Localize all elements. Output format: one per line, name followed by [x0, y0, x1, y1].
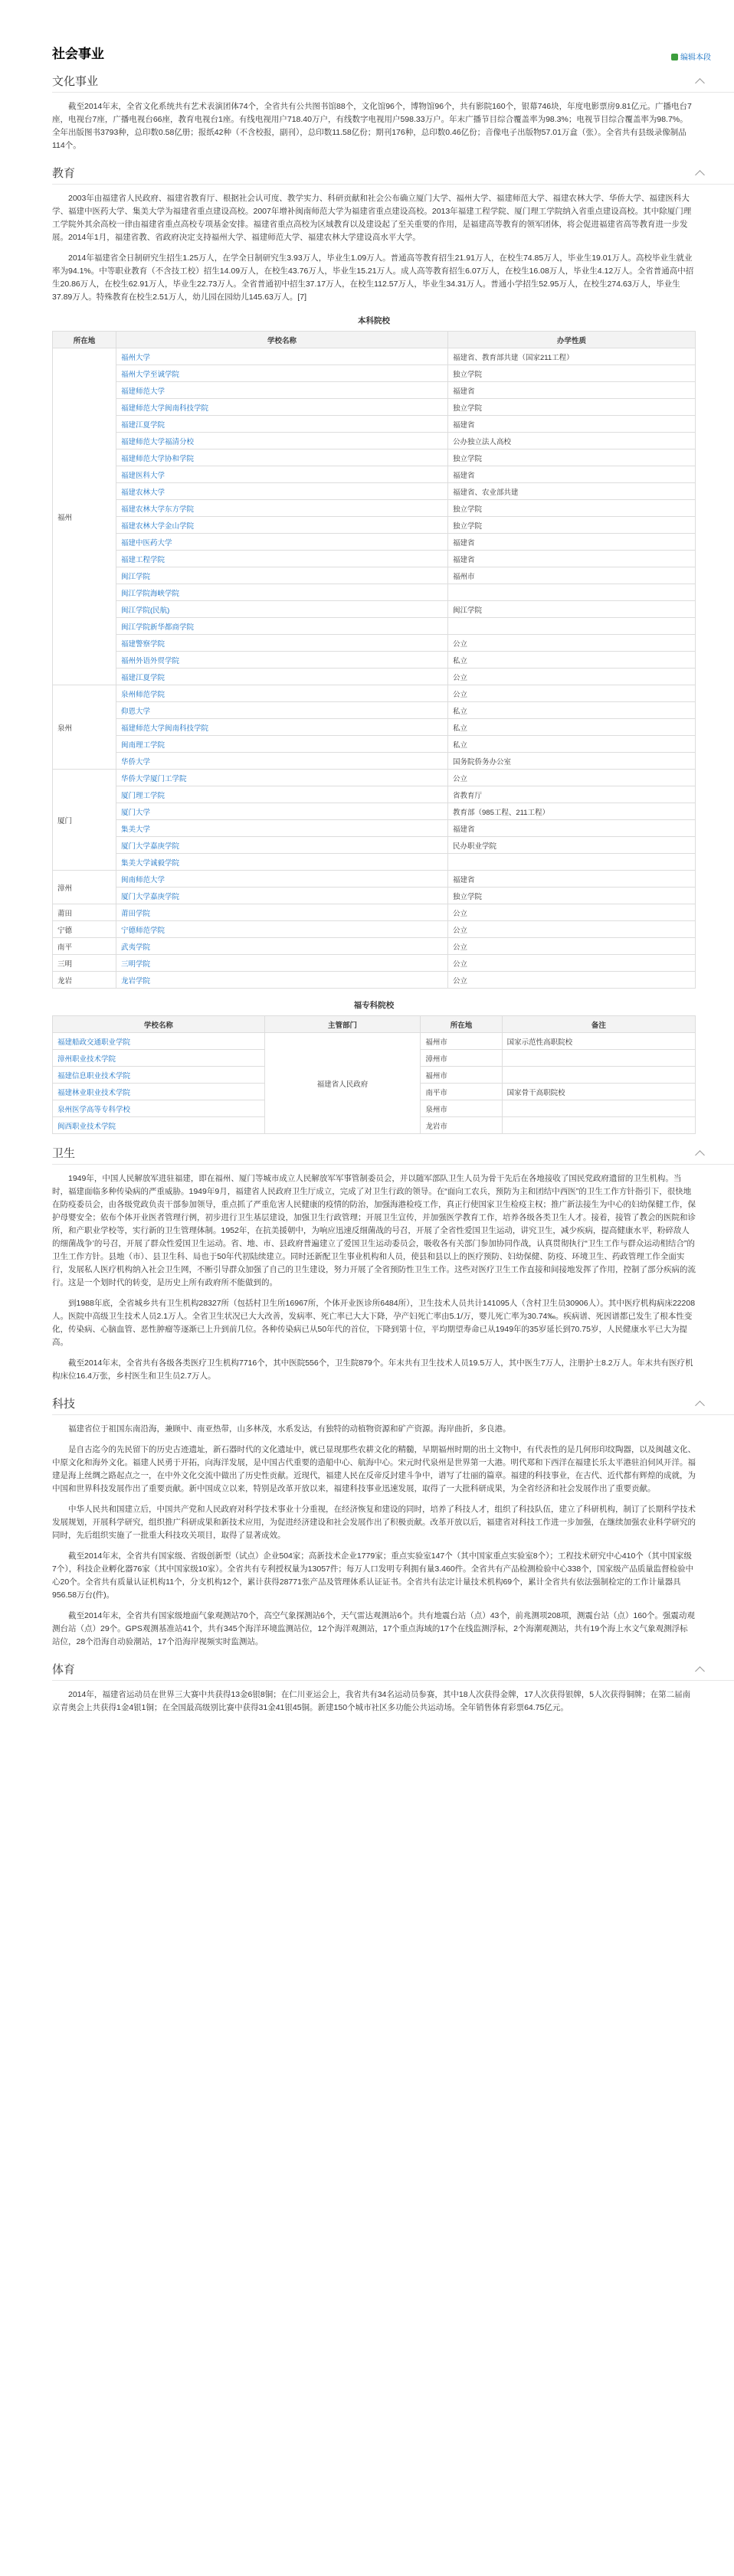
table-row: [53, 365, 696, 382]
nature-cell: 福建省、教育部共建（国家211工程）: [448, 348, 696, 365]
school-link[interactable]: 闽南理工学院: [121, 740, 165, 750]
table-row: [53, 837, 696, 854]
nature-cell: 独立学院: [448, 517, 696, 534]
city-cell: 龙岩: [53, 972, 116, 989]
undergrad-table: [52, 331, 696, 989]
table-row: [53, 449, 696, 466]
school-cell: [53, 1100, 265, 1117]
school-cell: [116, 348, 448, 365]
city-cell: 莆田: [53, 904, 116, 921]
table-row: [53, 534, 696, 551]
table-row: [53, 433, 696, 449]
school-link[interactable]: 福州大学至诚学院: [121, 370, 180, 379]
column-header: 学校名称: [53, 1016, 265, 1033]
school-cell: [116, 770, 448, 786]
nature-cell: 国务院侨务办公室: [448, 753, 696, 770]
nature-cell: 公立: [448, 904, 696, 921]
school-cell: [116, 837, 448, 854]
school-link[interactable]: 福建师范大学福清分校: [121, 437, 195, 446]
table-row: [53, 1033, 696, 1050]
education-paragraph: 2014年福建省全日制研究生招生1.25万人，在学全日制研究生3.93万人，毕业生1.09万人。普通高等教育招生21.91万人，在校生74.85万人，毕业生19.01万人。高校毕业生就业率为94.1%。中等职业教育（不含技工校）招生14.09万人，在校生43.76万人，毕业生15.21万人。成人高等教育招生6.07万人，在校生16.08万人，毕业生4.12万人。全省普通高中招生20.86万人，在校生62.91万人，毕业生22.73万人。全省普通初中招生37.17万人，在校生112.57万人，毕业生34.31万人。普通小学招生52.95万人，在校生274.63万人，毕业生37.89万人。特殊教育在校生2.51万人，幼儿园在园幼儿145.63万人。[7]: [52, 253, 694, 302]
table-row: [53, 753, 696, 770]
column-header: 备注: [502, 1016, 695, 1033]
section-header-science[interactable]: [52, 1391, 734, 1415]
school-cell: [116, 466, 448, 483]
table-row: [53, 820, 696, 837]
table-row: [53, 517, 696, 534]
undergrad-caption: 本科院校: [358, 316, 390, 325]
school-cell: [116, 938, 448, 955]
chevron-up-icon[interactable]: [695, 1666, 705, 1676]
school-link[interactable]: 福建船政交通职业学院: [57, 1038, 131, 1047]
school-link[interactable]: 三明学院: [121, 959, 151, 969]
nature-cell: 闽江学院: [448, 601, 696, 618]
nature-cell: 独立学院: [448, 365, 696, 382]
table-row: [53, 770, 696, 786]
school-cell: [116, 955, 448, 972]
school-cell: [116, 736, 448, 753]
nature-cell: 独立学院: [448, 888, 696, 904]
table-row: [53, 888, 696, 904]
school-cell: [116, 652, 448, 669]
school-link[interactable]: 闽江学院(民航): [121, 606, 170, 615]
table-row: [53, 500, 696, 517]
column-header: 主管部门: [264, 1016, 421, 1033]
science-paragraph: 福建省位于祖国东南沿海，兼顾中、南亚热带，山多林茂，水系发达，有独特的动植物资源和矿产资源。海岸曲折，多良港。: [68, 1424, 511, 1433]
nature-cell: 省教育厅: [448, 786, 696, 803]
school-link[interactable]: 闽江学院海峡学院: [121, 589, 180, 598]
table-row: [53, 803, 696, 820]
city-cell: 南平: [53, 938, 116, 955]
school-cell: [116, 601, 448, 618]
school-link[interactable]: 华侨大学: [121, 757, 151, 767]
table-row: [53, 618, 696, 635]
school-link[interactable]: 福建江夏学院: [121, 420, 165, 430]
school-link[interactable]: 厦门理工学院: [121, 791, 165, 800]
school-cell: [116, 534, 448, 551]
section-title-sports: 体育: [52, 1663, 76, 1676]
school-cell: [116, 399, 448, 416]
school-link[interactable]: 福建农林大学东方学院: [121, 505, 195, 514]
nature-cell: 独立学院: [448, 449, 696, 466]
school-cell: [116, 685, 448, 702]
city-cell: 厦门: [53, 770, 116, 871]
table-row: [53, 399, 696, 416]
section-header-sports[interactable]: [52, 1656, 734, 1681]
nature-cell: [448, 854, 696, 871]
table-row: [53, 871, 696, 888]
school-cell: [116, 517, 448, 534]
school-link[interactable]: 宁德师范学院: [121, 926, 165, 935]
nature-cell: 独立学院: [448, 500, 696, 517]
school-cell: [116, 904, 448, 921]
note-cell: [502, 1067, 695, 1084]
school-cell: [116, 753, 448, 770]
page-header: [52, 0, 734, 62]
school-cell: [116, 669, 448, 685]
school-cell: [116, 433, 448, 449]
table-row: [53, 938, 696, 955]
health-paragraph: 到1988年底，全省城乡共有卫生机构28327所（包括村卫生所16967所，个体开业医诊所6484所），卫生技术人员共计141095人（含村卫生员30906人）。其中医疗机构病床22208人。医院中高级卫生技术人员2.1万人。全省卫生状况已大大改善，发病率、死亡率已大大下降，孕产妇死亡率由5.1/万，婴儿死亡率为30.74‰。疾病谱、死因谱都已发生了根本性变化，传染病、心脑血管、恶性肿瘤等逐渐已上升到前几位。各种传染病已从50年代的首位，下降到第十位，平均期望寿命已从1949年的35岁延长到70.75岁，人民健康水平已大为提高。: [52, 1299, 696, 1347]
school-link[interactable]: 福建林业职业技术学院: [57, 1088, 131, 1097]
nature-cell: 公立: [448, 972, 696, 989]
table-row: [53, 702, 696, 719]
edit-icon: [671, 54, 678, 60]
school-link[interactable]: 华侨大学厦门工学院: [121, 774, 187, 783]
nature-cell: 私立: [448, 719, 696, 736]
school-link[interactable]: 闽江学院: [121, 572, 151, 581]
school-cell: [116, 820, 448, 837]
section-header-education[interactable]: [52, 160, 734, 185]
table-row: [53, 719, 696, 736]
nature-cell: 福建省、农业部共建: [448, 483, 696, 500]
table-row: [53, 921, 696, 938]
school-link[interactable]: 福建警察学院: [121, 639, 165, 649]
table-row: [53, 955, 696, 972]
chevron-up-icon[interactable]: [695, 1401, 705, 1411]
school-cell: [116, 551, 448, 567]
nature-cell: 公立: [448, 938, 696, 955]
school-cell: [53, 1033, 265, 1050]
school-cell: [116, 803, 448, 820]
school-link[interactable]: 泉州师范学院: [121, 690, 165, 699]
school-link[interactable]: 厦门大学嘉庚学院: [121, 842, 180, 851]
school-cell: [116, 702, 448, 719]
nature-cell: [448, 618, 696, 635]
school-link[interactable]: 龙岩学院: [121, 976, 151, 986]
science-paragraph: 中华人民共和国建立后，中国共产党和人民政府对科学技术事业十分重视，在经济恢复和建设的同时，培养了科技人才，组织了科技队伍，建立了科研机构，制订了长期科学技术发展规划，开展科学研究，组织推广科研成果和新技术应用，为促进经济建设和社会发展作出了积极贡献。改革开放以后，福建省对科技工作进一步加强，在继续加强农业科学研究的同时，先后组织实施了一批重大科技攻关项目，取得了显著成效。: [52, 1505, 696, 1540]
school-cell: [116, 365, 448, 382]
school-link[interactable]: 福建师范大学: [121, 387, 165, 396]
school-link[interactable]: 福建师范大学协和学院: [121, 454, 195, 463]
nature-cell: 公立: [448, 685, 696, 702]
school-cell: [116, 567, 448, 584]
sports-body: [52, 1688, 734, 1715]
nature-cell: 公立: [448, 635, 696, 652]
school-link[interactable]: 福建师范大学闽南科技学院: [121, 404, 209, 413]
school-link[interactable]: 集美大学: [121, 825, 151, 834]
school-cell: [53, 1050, 265, 1067]
school-link[interactable]: 福州外语外贸学院: [121, 656, 180, 665]
table-row: [53, 854, 696, 871]
school-link[interactable]: 武夷学院: [121, 943, 151, 952]
nature-cell: [448, 584, 696, 601]
table-row: [53, 551, 696, 567]
table-header-row: [53, 332, 696, 348]
school-link[interactable]: 闽江学院新华都商学院: [121, 623, 195, 632]
culture-paragraph: 截至2014年末，全省文化系统共有艺术表演团体74个，全省共有公共图书馆88个，文化馆96个，博物馆96个，共有影院160个，银幕746块，年度电影票房9.81亿元。广播电台7座，电视台7座，广播电视台66座，教育电视台1座。有线电视用户718.40万户，有线数字电视用户598.33万户。年末广播节目综合覆盖率为98.3%；电视节目综合覆盖率为98.7%。全年出版图书3793种，总印数0.58亿册；报纸42种（不含校报，副刊），总印数11.58亿份；期刊176种，总印数0.46亿份；音像电子出版物57.01万盒（张）。全省共有县级录像制品114个。: [52, 102, 692, 150]
note-cell: 国家骨干高职院校: [502, 1084, 695, 1100]
chevron-up-icon[interactable]: [695, 1150, 705, 1160]
nature-cell: 福州市: [448, 567, 696, 584]
school-link[interactable]: 集美大学诚毅学院: [121, 858, 180, 868]
city-cell: 宁德: [53, 921, 116, 938]
nature-cell: 民办职业学院: [448, 837, 696, 854]
health-paragraph: 截至2014年末，全省共有各级各类医疗卫生机构7716个，其中医院556个，卫生院879个。年末共有卫生技术人员19.5万人，其中医生7万人，注册护士8.2万人。年末共有医疗机构床位16.4万张，乡村医生和卫生员2.7万人。: [52, 1358, 693, 1381]
edit-link[interactable]: [671, 51, 711, 62]
vocational-caption: 福专科院校: [353, 1001, 395, 1010]
school-link[interactable]: 闽南师范大学: [121, 875, 165, 884]
table-row: [53, 736, 696, 753]
location-cell: 南平市: [421, 1084, 502, 1100]
table-row: [53, 483, 696, 500]
nature-cell: 公立: [448, 770, 696, 786]
school-cell: [116, 416, 448, 433]
chevron-up-icon[interactable]: [695, 170, 705, 180]
school-link[interactable]: 福建农林大学: [121, 488, 165, 497]
nature-cell: 福建省: [448, 551, 696, 567]
table-row: [53, 652, 696, 669]
school-cell: [116, 449, 448, 466]
science-paragraph: 截至2014年末，全省共有国家级地面气象观测站70个，高空气象探测站6个，天气雷达观测站6个。共有地震台站（点）43个，前兆测项208项，测震台站（点）160个。强震动观测台站（点）29个。GPS观测基准站41个，共有345个海洋环境监测站位，12个海洋观测站，17个重点海域的17个在线监测浮标，2个海潮观测站，共有19个海上水文气象观测浮标站位，28个沿海自动验潮站，17个沿海岸视频实时监测站。: [52, 1611, 695, 1646]
vocational-table: [52, 1015, 696, 1134]
school-cell: [116, 888, 448, 904]
nature-cell: 福建省: [448, 871, 696, 888]
science-paragraph: 截至2014年末，全省共有国家级、省级创新型（试点）企业504家；高新技术企业1779家；重点实验室147个（其中国家重点实验室8个）；工程技术研究中心410个（其中国家级7个），科技企业孵化器76家（其中国家级10家）。全省共有专利授权量为13057件；每万人口发明专利拥有量3.460件。全省共有产品检测检验中心338个，国家级产品质量监督检验中心20个。全省共有质量认证机构11个，分支机构12个，累计获得28771张产品及管理体系认证证书。全省共有法定计量技术机构69个，累计全省共有依法强制检定的工作计量器具956.58万台(件)。: [52, 1551, 694, 1600]
location-cell: 福州市: [421, 1033, 502, 1050]
dept-cell: 福建省人民政府: [264, 1033, 421, 1134]
section-title-science: 科技: [52, 1398, 76, 1411]
school-cell: [116, 382, 448, 399]
table-row: [53, 635, 696, 652]
nature-cell: 福建省: [448, 416, 696, 433]
nature-cell: 福建省: [448, 820, 696, 837]
nature-cell: 公立: [448, 669, 696, 685]
note-cell: [502, 1050, 695, 1067]
article: [52, 0, 734, 1715]
table-row: [53, 972, 696, 989]
table-row: [53, 669, 696, 685]
table-row: [53, 466, 696, 483]
culture-body: [52, 100, 734, 152]
note-cell: [502, 1100, 695, 1117]
school-cell: [53, 1117, 265, 1134]
school-link[interactable]: 福建师范大学闽南科技学院: [121, 724, 209, 733]
table-row: [53, 685, 696, 702]
edit-label: 编辑本段: [680, 54, 711, 62]
health-paragraph: 1949年，中国人民解放军进驻福建，即在福州、厦门等城市成立人民解放军军事管制委员会，并以随军部队卫生人员为骨干先后在各地接收了国民党政府遗留的卫生机构。当时，福建面临多种传染病的严重威胁。1949年9月，福建省人民政府卫生厅成立，完成了对卫生行政的领导。在“面向工农兵，预防为主和团结中西医”的卫生工作方针指引下，很快地在防疫委员会，由各级党政负责干部参加领导，重点抓了严重危害人民健康的疫情的防治，加强海港检疫工作，真正行使国家卫生检疫主权；推广新法接生为中心的妇幼保健工作，保护母婴安全；依布个体开业医者管理行例，初步进行卫生基层建设，加强卫生行政管理；开展卫生宣传，并加强医学教育工作，培养各级各类卫生人才。接着，接管了教会的医院和诊所，和产职业学校等，实行新的卫生管理体制。1952年，在抗美援朝中，为响应迅速反细菌战的号召，开展了全省性爱国卫生运动，讲究卫生，减少疾病，提高健康水平，粉碎敌人的细菌战争’的号召，开展了群众性爱国卫生运动。省、地、市、县政府普遍建立了爱国卫生运动委员会，吸收各有关部门参加协同作战，认真贯彻执行“卫生工作与群众运动相结合”的卫生工作方针。县地（市）、县卫生科、局也于50年代初陆续建立。同时还新配卫生事业机构和人员，使县和县以上的医疗预防、妇幼保健、防疫、环境卫生、药政管理工作全面实行，发展私人医疗机构纳入社会卫生网，不断引导群众加强了自己的卫生建设，努力开展了全省预防性卫生工作。这些对医疗卫生工作直接和间接地发挥了作用，控制了部分疾病的流行。这是一个划时代的转变，是历史上所有政府所不能做到的。: [52, 1174, 696, 1287]
school-link[interactable]: 福州大学: [121, 353, 151, 362]
school-link[interactable]: 莆田学院: [121, 909, 151, 918]
table-header-row: [53, 1016, 696, 1033]
note-cell: [502, 1117, 695, 1134]
table-row: [53, 567, 696, 584]
health-body: [52, 1172, 734, 1383]
school-link[interactable]: 仰恩大学: [121, 707, 151, 716]
sports-paragraph: 2014年，福建省运动员在世界三大赛中共获得13金6银8铜；在仁川亚运会上，我省共有34名运动员参赛，其中18人次获得金牌，17人次获得银牌，5人次获得铜牌；在第二届南京青奥会上共获得1金4银1铜；在全国最高级别比赛中获得31金41银45铜。新建150个城市社区多功能公共运动场。全年销售体育彩票64.75亿元。: [52, 1690, 691, 1712]
nature-cell: 独立学院: [448, 399, 696, 416]
section-title-culture: 文化事业: [52, 75, 99, 88]
science-paragraph: 是自古迄今的先民留下的历史古迹遗址，新石器时代的文化遗址中，就已显现那些农耕文化的精髓，早期福州时期的出土文物中，有代表性的是几何形印纹陶器，以及闽越文化、中原文化和海外文化。福建人民勇于开拓，向海洋发展，是中国古代重要的造船中心、航海中心。宋元时代泉州是世界第一大港。明代郑和下西洋在福建长乐太平港驻泊伺风开洋。福建是海上丝绸之路起点之一，在中外文化交流中做出了历史性贡献。近现代，福建人民在反帝反封建斗争中，谱写了壮丽的篇章。福建的科技事业，在古代、近代都有辉煌的成就，为中国和世界科技发展作出了重要贡献。新中国成立以来，特别是改革开放以来，福建科技事业迅速发展，取得了一大批科研成果，为全省经济和社会发展作出了重要贡献。: [52, 1445, 696, 1493]
table-row: [53, 584, 696, 601]
school-cell: [116, 584, 448, 601]
school-link[interactable]: 福建医科大学: [121, 471, 165, 480]
school-cell: [116, 786, 448, 803]
nature-cell: 私立: [448, 702, 696, 719]
school-cell: [116, 635, 448, 652]
school-link[interactable]: 泉州医学高等专科学校: [57, 1105, 131, 1114]
column-header: 办学性质: [448, 332, 696, 348]
school-cell: [116, 719, 448, 736]
nature-cell: 福建省: [448, 382, 696, 399]
school-link[interactable]: 闽西职业技术学院: [57, 1122, 116, 1131]
section-header-culture[interactable]: [52, 68, 734, 93]
school-cell: [116, 972, 448, 989]
nature-cell: 福建省: [448, 534, 696, 551]
school-cell: [53, 1084, 265, 1100]
table-row: [53, 382, 696, 399]
table-row: [53, 904, 696, 921]
school-link[interactable]: 漳州职业技术学院: [57, 1054, 116, 1064]
column-header: 学校名称: [116, 332, 448, 348]
school-cell: [116, 500, 448, 517]
school-link[interactable]: 福建中医药大学: [121, 538, 172, 548]
school-link[interactable]: 厦门大学: [121, 808, 151, 817]
school-cell: [53, 1067, 265, 1084]
school-cell: [116, 618, 448, 635]
location-cell: 泉州市: [421, 1100, 502, 1117]
education-paragraph: 2003年由福建省人民政府、福建省教育厅、根据社会认可度、教学实力、科研贡献和社会公布确立厦门大学、福州大学、福建师范大学、福建农林大学、华侨大学、福建医科大学、福建中医药大学、集美大学为福建省重点建设高校。2007年增补闽南师范大学为福建省重点建设高校。2013年福建工程学院、厦门理工学院纳入省重点建设高校。其中除厦门理工学院外其余高校一律由福建省重点高校专项基金安排。福建省重点高校为区域教育以及建设起了至关重要的作用，是福建高等教育的领军团体，将会促进福建省高等教育进一步发展。2014年1月，福建省教、省政府决定支持福州大学、福建师范大学、福建农林大学建设高水平大学。: [52, 194, 692, 242]
school-cell: [116, 854, 448, 871]
table-row: [53, 416, 696, 433]
nature-cell: 教育部（985工程、211工程）: [448, 803, 696, 820]
city-cell: 泉州: [53, 685, 116, 770]
chevron-up-icon[interactable]: [695, 78, 705, 88]
school-cell: [116, 483, 448, 500]
school-cell: [116, 871, 448, 888]
table-row: [53, 601, 696, 618]
section-header-health[interactable]: [52, 1140, 734, 1165]
city-cell: 漳州: [53, 871, 116, 904]
city-cell: 三明: [53, 955, 116, 972]
column-header: 所在地: [53, 332, 116, 348]
school-link[interactable]: 福建江夏学院: [121, 673, 165, 682]
nature-cell: 私立: [448, 736, 696, 753]
education-body: [52, 192, 734, 304]
table-row: [53, 348, 696, 365]
science-body: [52, 1423, 734, 1649]
city-cell: 福州: [53, 348, 116, 685]
section-title-health: 卫生: [52, 1147, 76, 1160]
school-link[interactable]: 厦门大学嘉庚学院: [121, 892, 180, 901]
location-cell: 福州市: [421, 1067, 502, 1084]
section-title-education: 教育: [52, 167, 76, 180]
school-link[interactable]: 福建农林大学金山学院: [121, 521, 195, 531]
location-cell: 漳州市: [421, 1050, 502, 1067]
nature-cell: 公立: [448, 955, 696, 972]
page-title: 社会事业: [52, 47, 104, 61]
nature-cell: 福建省: [448, 466, 696, 483]
note-cell: 国家示范性高职院校: [502, 1033, 695, 1050]
nature-cell: 公办独立法人高校: [448, 433, 696, 449]
school-link[interactable]: 福建信息职业技术学院: [57, 1071, 131, 1080]
column-header: 所在地: [421, 1016, 502, 1033]
nature-cell: 私立: [448, 652, 696, 669]
table-row: [53, 786, 696, 803]
school-link[interactable]: 福建工程学院: [121, 555, 165, 564]
location-cell: 龙岩市: [421, 1117, 502, 1134]
nature-cell: 公立: [448, 921, 696, 938]
school-cell: [116, 921, 448, 938]
